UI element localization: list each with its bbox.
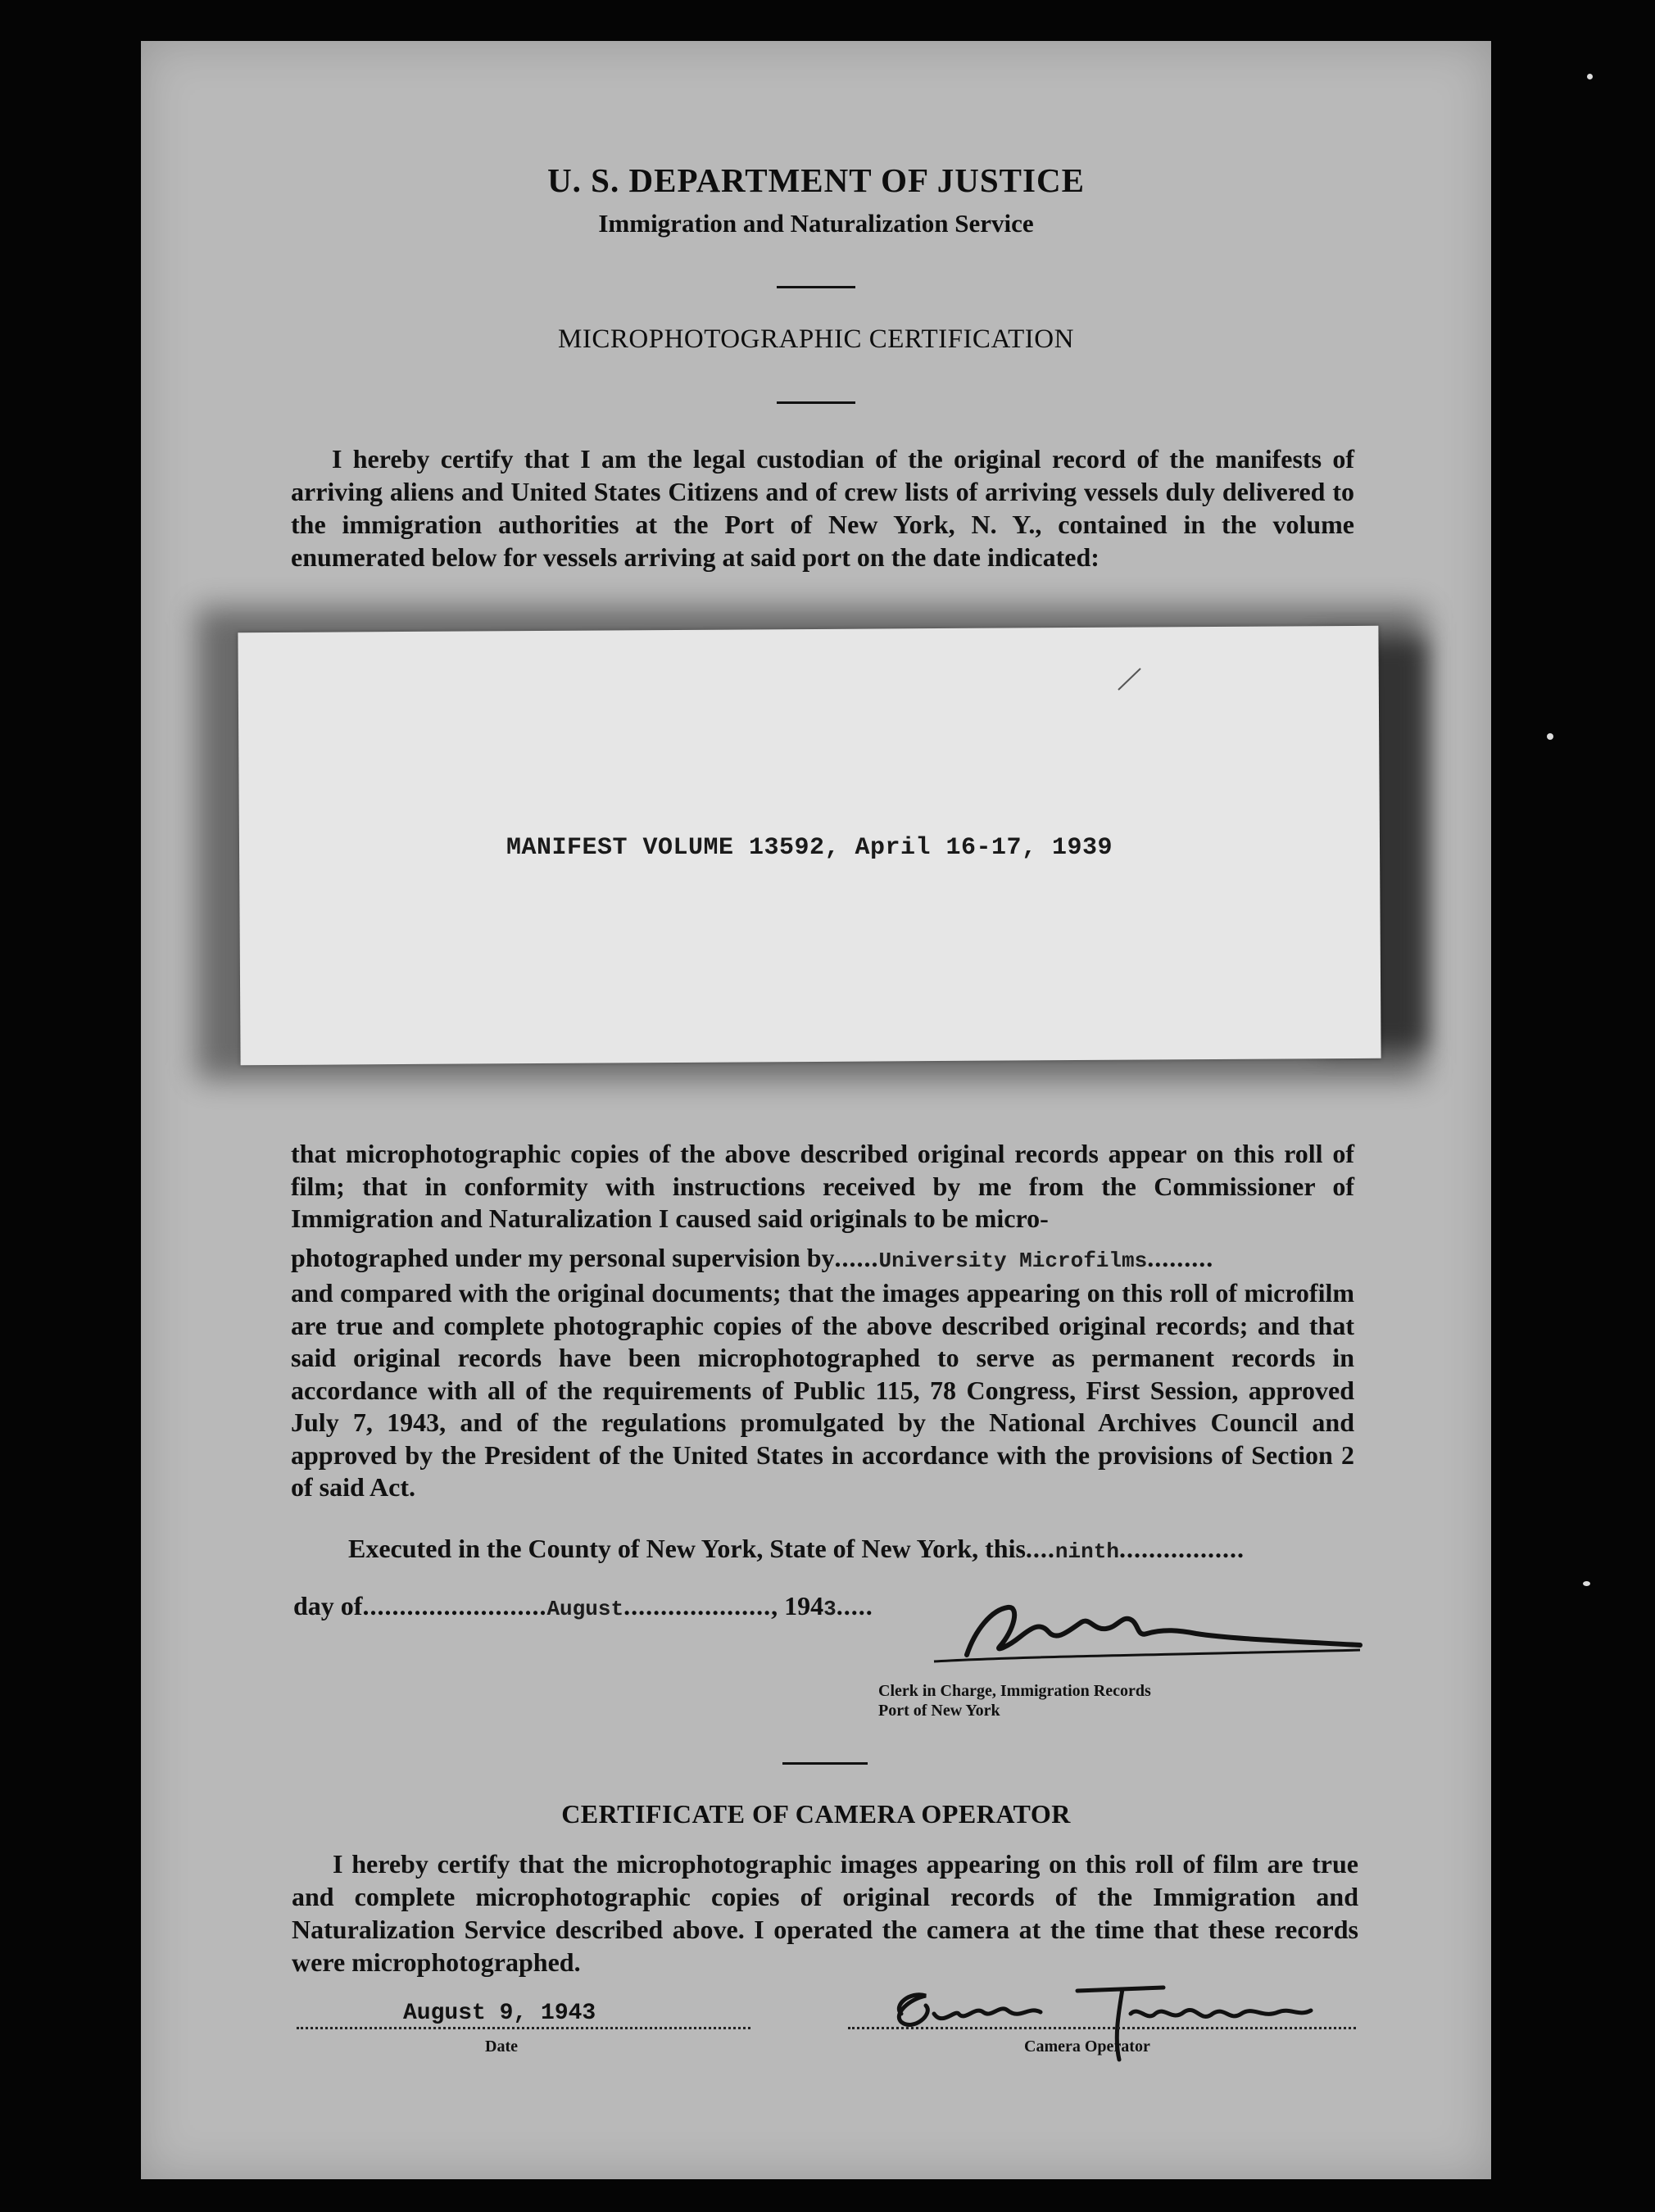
clerk-title-line2: Port of New York [878, 1702, 1000, 1720]
clerk-signature [918, 1598, 1376, 1671]
intro-paragraph [291, 442, 1354, 573]
camera-operator-text: I hereby certify that the microphotographic images appearing on this roll of film are true and complete microphotographic copies of original records of the Immigration and Naturalization Service described above. I operated the camera at the time that these records were microphotographed. [292, 1849, 1358, 1977]
dust-speck [1583, 1581, 1590, 1586]
dust-speck [1547, 733, 1553, 740]
camera-operator-label: Camera Operator [1024, 2037, 1150, 2056]
pen-mark-icon [1114, 662, 1147, 695]
executed-day-value: ninth [1054, 1539, 1119, 1564]
service-subheading: Immigration and Naturalization Service [598, 209, 1034, 238]
clerk-title [878, 1681, 1151, 1720]
month-value: August [546, 1597, 624, 1621]
body-text-2: and compared with the original documents; that the images appearing on this roll of microfilm are true and complete photographic copies of the above described original records; and that said original records have been microphotographed to serve as permanent records in accordance with all of the requirements of Public 115, 78 Congress, First Session, approved July 7, 1943, and of the regulations promulgated by the National Archives Council and approved by the President of the United States in accordance with the provisions of Section 2 of said Act. [291, 1278, 1354, 1502]
certification-title: MICROPHOTOGRAPHIC CERTIFICATION [558, 324, 1074, 354]
year-value: 3 [823, 1597, 837, 1621]
day-of-label: day of [293, 1591, 363, 1620]
body-text-1: that microphotographic copies of the above described original records appear on this roll of film; that in conformity with instructions received by me from the Commissioner of Immigration and Naturalization I caused said originals to be micro- [291, 1139, 1354, 1233]
executed-prefix: Executed in the County of New York, State of New York, this [348, 1534, 1026, 1563]
date-label: Date [485, 2037, 518, 2056]
operator-date-value: August 9, 1943 [403, 2001, 596, 2026]
body-paragraph [291, 1138, 1354, 1504]
manifest-volume-label: MANIFEST VOLUME 13592, April 16-17, 1939 [506, 834, 1113, 862]
photographed-line: photographed under my personal supervision by......University Microfilms......... [291, 1242, 1214, 1273]
dust-speck [1587, 74, 1593, 79]
header-divider-bottom [777, 401, 855, 404]
header-divider-top [777, 286, 855, 288]
department-heading: U. S. DEPARTMENT OF JUSTICE [547, 161, 1085, 199]
operator-dotted-line [848, 2027, 1356, 2029]
clerk-title-line1: Clerk in Charge, Immigration Records [878, 1682, 1151, 1700]
section-divider [782, 1762, 868, 1765]
year-prefix: , 194 [771, 1591, 824, 1620]
executed-line: Executed in the County of New York, State of New York, this....ninth................. [348, 1534, 1245, 1564]
camera-operator-title: CERTIFICATE OF CAMERA OPERATOR [561, 1799, 1071, 1829]
photographer-value: University Microfilms [878, 1248, 1148, 1273]
camera-operator-paragraph [292, 1847, 1358, 1979]
photographed-prefix: photographed under my personal supervision by [291, 1242, 835, 1272]
camera-operator-signature [877, 1981, 1335, 2071]
day-of-line: day of.........................August...................., 1943..... [293, 1591, 873, 1621]
date-dotted-line [297, 2027, 750, 2029]
intro-text: I hereby certify that I am the legal custodian of the original record of the manifests of arriving aliens and United States Citizens and of crew lists of arriving vessels duly delivered to the immigration authorities at the Port of New York, N. Y., contained in the volume enumerated below for vessels arriving at said port on the date indicated: [291, 444, 1354, 572]
